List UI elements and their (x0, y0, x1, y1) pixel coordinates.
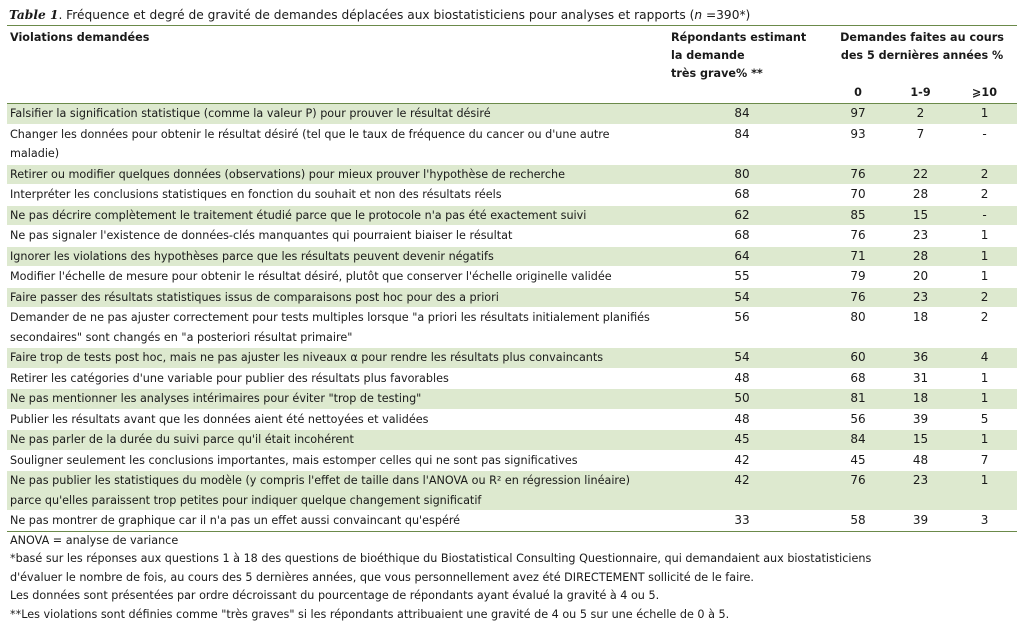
header-demandes: Demandes faites au cours des 5 dernières années % (840, 31, 1004, 62)
table-row: Ne pas publier les statistiques du modèle (y compris l'effet de taille dans l'ANOVA ou R² en régression linéaire) parce qu'elles paraissent trop petites pour indiquer quelque changement significatif 42 76 23 1 (7, 471, 1017, 511)
caption-title: . Fréquence et degré de gravité de demandes déplacées aux biostatisticiens pour analyses et rapports ( (58, 8, 695, 22)
table-row: Ne pas montrer de graphique car il n'a pas un effet aussi convaincant qu'espéré 33 58 39 3 (7, 511, 1017, 532)
table-row: Publier les résultats avant que les données aient été nettoyées et validées 48 56 39 5 (7, 409, 1017, 430)
table-document (7, 0, 1017, 624)
note-star-2: d'évaluer le nombre de fois, au cours des 5 dernières années, que vous personnellement avez été DIRECTEMENT sollicité de le faire. (10, 570, 754, 584)
table-caption (7, 6, 1017, 26)
subheader-10-plus: ⩾10 (952, 83, 1017, 104)
table-row: Modifier l'échelle de mesure pour obtenir le résultat désiré, plutôt que conserver l'échelle originelle validée 55 79 20 1 (7, 267, 1017, 288)
note-order: Les données sont présentées par ordre décroissant du pourcentage de répondants ayant évalué la gravité à 4 ou 5. (10, 589, 660, 603)
table-row: Ne pas signaler l'existence de données-clés manquantes qui pourraient biaiser le résultat 68 76 23 1 (7, 226, 1017, 247)
caption-label: Table 1 (9, 8, 59, 22)
table-row: Ne pas parler de la durée du suivi parce qu'il était incohérent 45 84 15 1 (7, 430, 1017, 451)
table-row: Retirer ou modifier quelques données (observations) pour mieux prouver l'hypothèse de recherche 80 76 22 2 (7, 164, 1017, 185)
table-row: Retirer les catégories d'une variable pour publier des résultats plus favorables 48 68 31 1 (7, 368, 1017, 389)
table-row: Souligner seulement les conclusions importantes, mais estomper celles qui ne sont pas significatives 42 45 48 7 (7, 450, 1017, 471)
table-notes (7, 532, 1017, 625)
note-double-star: **Les violations sont définies comme "très graves" si les répondants attribuaient une gravité de 4 ou 5 sur une échelle de 0 à 5. (10, 607, 730, 621)
subheader-1-9: 1-9 (889, 83, 952, 104)
table-row: Falsifier la signification statistique (comme la valeur P) pour prouver le résultat désiré 84 97 2 1 (7, 104, 1017, 125)
table-body (7, 104, 1017, 532)
caption-n-value: =390*) (702, 8, 751, 22)
data-table (7, 26, 1017, 532)
table-row: Changer les données pour obtenir le résultat désiré (tel que le taux de fréquence du cancer ou d'une autre maladie) 84 93 7 - (7, 124, 1017, 164)
caption-n-var: n (694, 8, 703, 22)
table-row: Ne pas mentionner les analyses intérimaires pour éviter "trop de testing" 50 81 18 1 (7, 389, 1017, 410)
note-anova: ANOVA = analyse de variance (10, 533, 179, 547)
table-row: Ne pas décrire complètement le traitement étudié parce que le protocole n'a pas été exactement suivi 62 85 15 - (7, 205, 1017, 226)
subheader-0: 0 (827, 83, 889, 104)
table-row: Interpréter les conclusions statistiques en fonction du souhait et non des résultats réels 68 70 28 2 (7, 185, 1017, 206)
header-grave: Répondants estimant la demande très grave% ** (671, 31, 807, 80)
table-row: Faire trop de tests post hoc, mais ne pas ajuster les niveaux α pour rendre les résultats plus convaincants 54 60 36 4 (7, 348, 1017, 369)
note-star-1: *basé sur les réponses aux questions 1 à 18 des questions de bioéthique du Biostatistical Consulting Questionnaire, qui demandaient aux biostatisticiens (10, 552, 872, 566)
table-row: Demander de ne pas ajuster correctement pour tests multiples lorsque "a priori les résultats initialement planifiés secondaires" sont changés en "a posteriori résultat primaire" 56 80 18 2 (7, 308, 1017, 348)
table-row: Ignorer les violations des hypothèses parce que les résultats peuvent devenir négatifs 64 71 28 1 (7, 246, 1017, 267)
header-violations: Violations demandées (10, 31, 150, 44)
table-row: Faire passer des résultats statistiques issus de comparaisons post hoc pour des a priori 54 76 23 2 (7, 287, 1017, 308)
